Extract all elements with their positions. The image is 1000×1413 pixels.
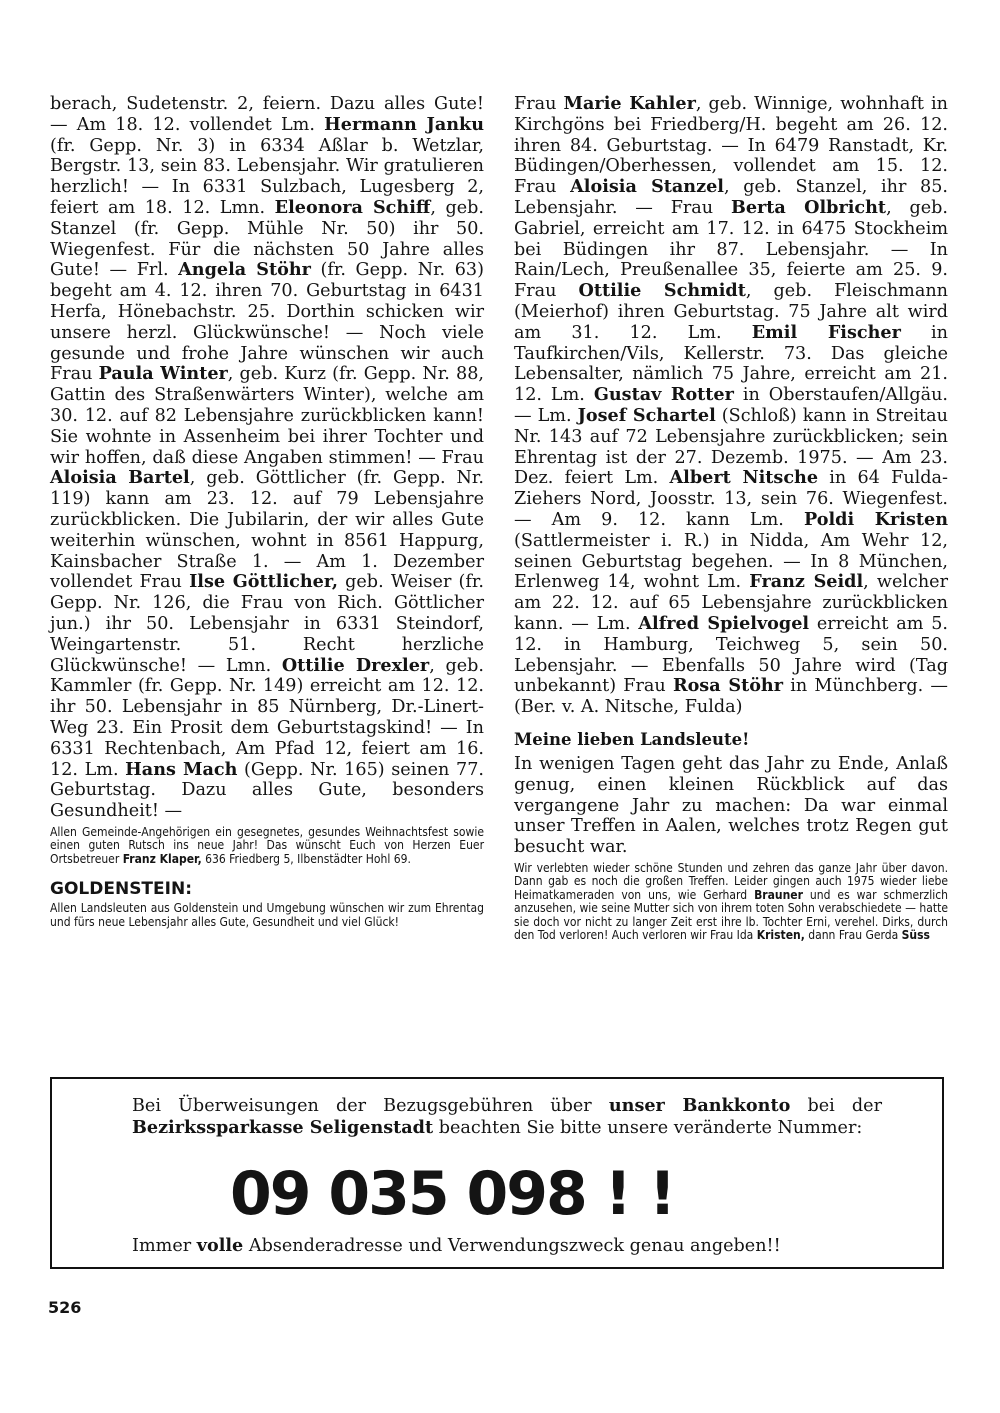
right-column xyxy=(514,94,948,943)
name-angela-stoehr: Angela Stöhr xyxy=(178,259,311,281)
name-paula-winter: Paula Winter xyxy=(98,363,228,385)
name-gustav-rotter: Gustav Rotter xyxy=(593,384,734,406)
review-paragraph: In wenigen Tagen geht das Jahr zu Ende, Anlaß genug, einen kleinen Rückblick auf das vergangene Jahr zu machen: Da war einmal unser Treffen in Aalen, welches trotz Regen gut besucht war. xyxy=(514,753,948,858)
notice-text: Bei Überweisungen der Bezugsgebühren über unser Bankkonto bei der Bezirkssparkasse Seligenstadt beachten Sie bitte unsere veränderte Nummer: xyxy=(132,1095,882,1138)
name-kristen: Kristen, xyxy=(756,928,805,943)
name-marie-kahler: Marie Kahler xyxy=(563,93,696,114)
birthday-paragraph-left: berach, Sudetenstr. 2, feiern. Dazu alles Gute! — Am 18. 12. vollendet Lm. Hermann Janku (fr. Gepp. Nr. 3) in 6334 Aßlar b. Wetzlar, Bergstr. 13, sein 83. Lebensjahr. Wir gratulieren herzlich! — In 6331 Sulzbach, Lugesberg 2, feiert am 18. 12. Lmn. Eleonora Schiff, geb. Stanzel (fr. Gepp. Mühle Nr. 50) ihr 50. Wiegenfest. Für die nächsten 50 Jahre alles Gute! — Frl. Angela Stöhr (fr. Gepp. Nr. 63) begeht am 4. 12. ihren 70. Geburtstag in 6431 Herfa, Hönebachstr. 25. Dorthin schicken wir unsere herzl. Glückwünsche! — Noch viele gesunde und frohe Jahre wünschen wir auch Frau Paula Winter, geb. Kurz (fr. Gepp. Nr. 88, Gattin des Straßenwärters Winter), welche am 30. 12. auf 82 Lebensjahre zurückblicken kann! Sie wohnte in Assenheim bei ihrer Tochter und wir hoffen, daß diese Angaben stimmen! — Frau Aloisia Bartel, geb. Göttlicher (fr. Gepp. Nr. 119) kann am 23. 12. auf 79 Lebensjahre zurückblicken. Die Jubilarin, der wir alles Gute weiterhin wünschen, wohnt in 8561 Happurg, Kainsbacher Straße 1. — Am 1. Dezember vollendet Frau Ilse Göttlicher, geb. Weiser (fr. Gepp. Nr. 126, die Frau von Rich. Göttlicher jun.) ihr 50. Lebensjahr in 6331 Steindorf, Weingartenstr. 51. Recht herzliche Glückwünsche! — Lmn. Ottilie Drexler, geb. Kammler (fr. Gepp. Nr. 149) erreicht am 12. 12. ihr 50. Lebensjahr in 85 Nürnberg, Dr.-Linert-Weg 23. Ein Prosit dem Geburtstagskind! — In 6331 Rechtenbach, Am Pfad 12, feiert am 16. 12. Lm. Hans Mach (Gepp. Nr. 165) seinen 77. Geburtstag. Dazu alles Gute, besonders Gesundheit! — xyxy=(50,94,485,822)
name-alfred-spielvogel: Alfred Spielvogel xyxy=(638,612,810,634)
name-suess: Süss xyxy=(901,928,930,943)
name-poldi-kristen: Poldi Kristen xyxy=(803,508,948,530)
bank-account-notice-box xyxy=(50,1077,944,1269)
birthday-paragraph-right: Frau Marie Kahler, geb. Winnige, wohnhaft in Kirchgöns bei Friedberg/H. begeht am 26. 12. ihren 84. Geburtstag. — In 6479 Ranstadt, Kr. Büdingen/Oberhessen, vollendet am 15. 12. Frau Aloisia Stanzel, geb. Stanzel, ihr 85. Lebensjahr. — Frau Berta Olbricht, geb. Gabriel, erreicht am 17. 12. in 6475 Stockheim bei Büdingen ihr 87. Lebensjahr. — In Rain/Lech, Preußenallee 35, feierte am 25. 9. Frau Ottilie Schmidt, geb. Fleischmann (Meierhof) ihren Geburtstag. 75 Jahre alt wird am 31. 12. Lm. Emil Fischer in Taufkirchen/Vils, Kellerstr. 73. Das gleiche Lebensalter, nämlich 75 Jahre, erreicht am 21. 12. Lm. Gustav Rotter in Oberstaufen/Allgäu. — Lm. Josef Schartel (Schloß) kann in Streitau Nr. 143 auf 72 Lebensjahre zurückblicken; sein Ehrentag ist der 27. Dezemb. 1975. — Am 23. Dez. feiert Lm. Albert Nitsche in 64 Fulda-Ziehers Nord, Joosstr. 13, sein 76. Wiegenfest. — Am 9. 12. kann Lm. Poldi Kristen (Sattlermeister i. R.) in Nidda, Am Wehr 12, seinen Geburtstag begehen. — In 8 München, Erlenweg 14, wohnt Lm. Franz Seidl, welcher am 22. 12. auf 65 Lebensjahre zurückblicken kann. — Lm. Alfred Spielvogel erreicht am 5. 12. in Hamburg, Teichweg 5, sein 50. Lebensjahr. — Ebenfalls 50 Jahre wird (Tag unbekannt) Frau Rosa Stöhr in Münchberg. — (Ber. v. A. Nitsche, Fulda) xyxy=(514,93,949,718)
name-josef-schartel: Josef Schartel xyxy=(577,404,716,426)
name-hans-mach: Hans Mach xyxy=(125,758,238,780)
page-number: 526 xyxy=(48,1298,82,1317)
name-ottilie-drexler: Ottilie Drexler xyxy=(281,654,430,676)
name-hermann-janku: Hermann Janku xyxy=(324,113,484,135)
name-brauner: Brauner xyxy=(754,887,803,902)
name-ottilie-schmidt: Ottilie Schmidt xyxy=(578,280,746,302)
name-ilse-goettlicher: Ilse Göttlicher, xyxy=(189,571,338,593)
name-aloisia-bartel: Aloisia Bartel xyxy=(50,467,190,489)
name-albert-nitsche: Albert Nitsche xyxy=(669,467,819,489)
name-franz-klaper: Franz Klaper, xyxy=(122,851,202,866)
name-aloisia-stanzel: Aloisia Stanzel xyxy=(570,176,724,198)
goldenstein-paragraph: Allen Landsleuten aus Goldenstein und Umgebung wünschen wir zum Ehrentag und fürs neue Lebensjahr alles Gute, Gesundheit und viel Glück! xyxy=(50,901,484,929)
account-number: 09 035 098 ! ! xyxy=(230,1159,675,1229)
name-rosa-stoehr: Rosa Stöhr xyxy=(672,675,783,697)
left-column xyxy=(50,94,484,929)
name-berta-olbricht: Berta Olbricht xyxy=(730,196,887,218)
name-franz-seidl: Franz Seidl xyxy=(749,571,864,593)
notice-footer-text: Immer volle Absenderadresse und Verwendungszweck genau angeben!! xyxy=(132,1235,781,1256)
review-small-paragraph: Wir verlebten wieder schöne Stunden und zehren das ganze Jahr über davon. Dann gab es noch die großen Treffen. Leider gingen auch 1975 wieder liebe Heimatkameraden von uns, wie Gerhard Brauner und es war schmerzlich anzusehen, wie seine Mutter sich von ihrem toten Sohn verabschiedete — hatte sie doch vor nicht zu langer Zeit erst ihre lb. Tochter Erni, verehel. Dirks, durch den Tod verloren! Auch verloren wir Frau Ida Kristen, dann Frau Gerda Süss xyxy=(514,860,948,943)
section-heading-landsleute: Meine lieben Landsleute! xyxy=(514,729,750,749)
name-eleonora-schiff: Eleonora Schiff xyxy=(274,196,431,218)
greeting-paragraph: Allen Gemeinde-Angehörigen ein gesegnetes, gesundes Weihnachtsfest sowie einen guten Rutsch ins neue Jahr! Das wünscht Euch von Herzen Euer Ortsbetreuer Franz Klaper, 636 Friedberg 5, Ilbenstädter Hohl 69. xyxy=(50,824,484,866)
section-heading-goldenstein: GOLDENSTEIN: xyxy=(50,879,192,900)
name-emil-fischer: Emil Fischer xyxy=(751,321,901,343)
